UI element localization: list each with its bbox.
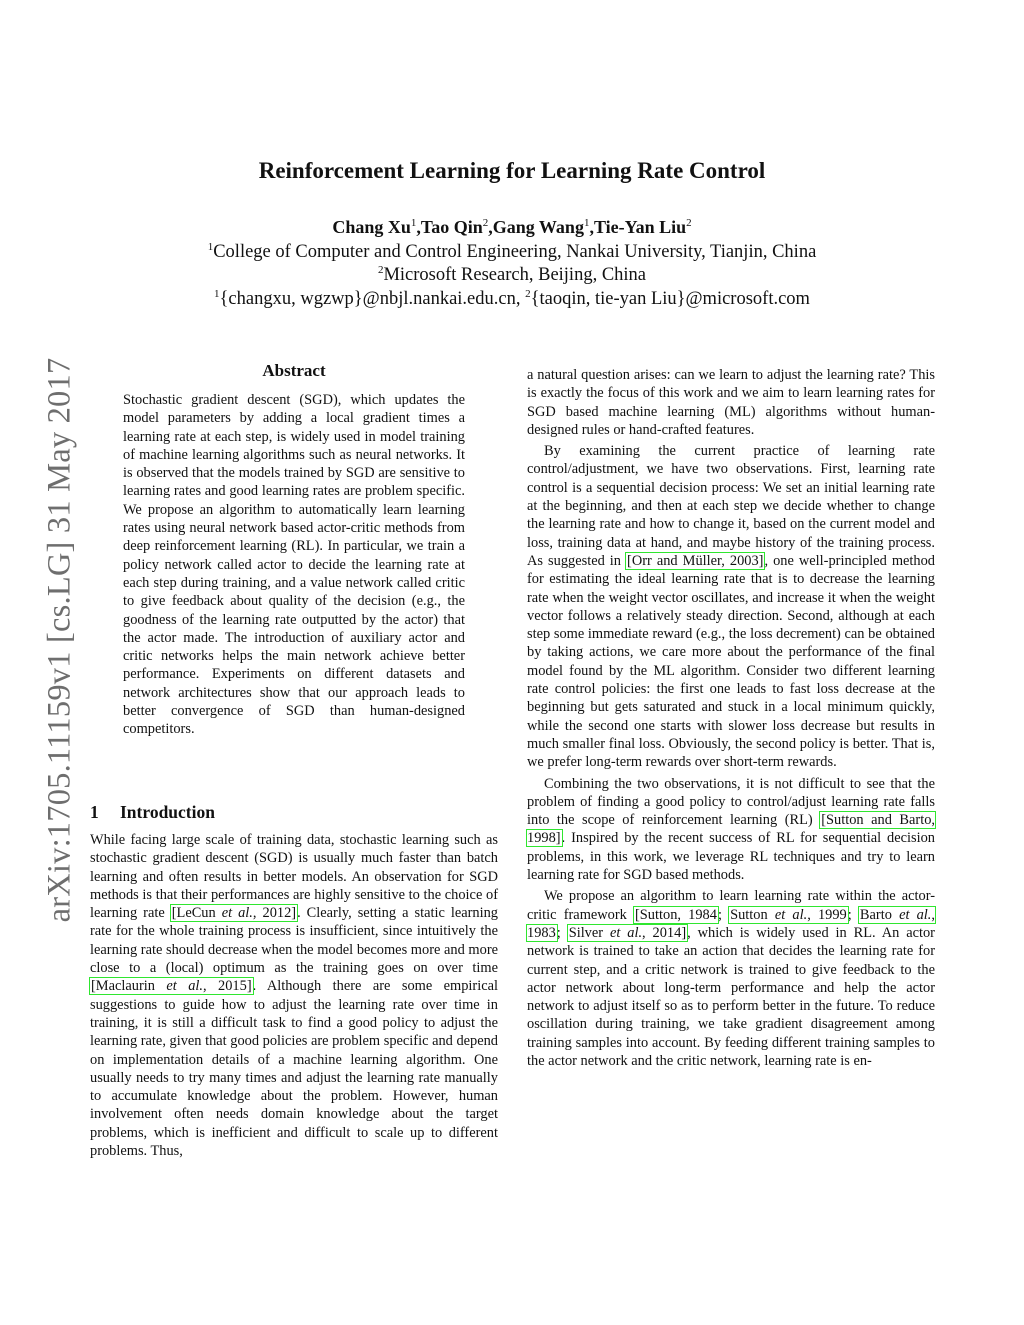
text-run: , one well-principled method for estimating the ideal learning rate that is to decrease the learning rate when the weight vector oscillates, and increase it when the weight vector follows a relatively steady direction. Second, although at each step some immediate reward (e.g., the loss decrement) can be obtained by taking actions, we care more about the performance of the final model found by the ML algorithm. Consider two different learning rate control policies: the first one leads to fast loss decrease at the beginning but gets saturated and stuck in a local minimum quickly, while the second one starts with slower loss decrease but results in much smaller final loss. Obviously, the second policy is better. That is, we prefer long-term rewards over short-term rewards. [527,552,935,771]
author-list [0,217,1024,238]
author-name: Tao Qin [420,217,483,237]
text-run: . Inspired by the recent success of RL for sequential decision problems, in this work, we leverage RL techniques and try to learn learning rate for SGD based methods. [527,830,935,884]
author-name: Chang Xu [332,217,411,237]
citation-text: [LeCun [171,905,222,922]
text-run: We propose an algorithm to learn learning rate within the actor-critic framework [527,888,935,923]
affil-mark: 1 [214,288,220,300]
abstract-body [123,391,465,739]
citation-text: , 2015] [203,978,252,995]
citation-text: , 1999 [807,906,847,923]
citation-etal: et al. [221,905,253,922]
section-title: Introduction [120,802,215,822]
text-run: While facing large scale of training data, stochastic learning such as stochastic gradient descent (SGD) is usually much faster than batch learning and often results in better models. An observation for SGD methods is that their performances are highly sensitive to the choice of learning rate [90,832,498,922]
author-affil-mark: 1 [410,217,417,229]
paragraph [527,887,935,1070]
email-group-2: {taoqin, tie-yan Liu}@microsoft.com [530,289,810,309]
citation-text: [Maclaurin [91,978,167,995]
affiliation-2 [0,265,1024,286]
paragraph: a natural question arises: can we learn to adjust the learning rate? This is exactly the focus of this work and we aim to learn learning rates for SGD based machine learning (ML) algorithms without human-designed rules or hand-crafted features. [527,367,935,438]
author-separator: , [488,217,493,237]
text-run: By examining the current practice of learning rate control/adjustment, we have two observations. First, learning rate control is a sequential decision process: We set an initial learning rate at the beginning, and then at each step we decide whether to change the learning rate and how to change it, based on the current model and loss, training data at hand, and maybe history of the training process. As suggested in [527,443,935,569]
abstract-heading: Abstract [262,361,326,380]
author-affil-mark: 1 [583,217,590,229]
section-heading-introduction [90,802,215,823]
paragraph [90,831,498,1160]
affil-mark: 2 [377,264,384,276]
paper-title: Reinforcement Learning for Learning Rate Control [258,158,766,183]
citation-separator: ; [847,906,859,923]
author-name: Gang Wang [492,217,584,237]
citation-text: Barto [859,906,900,923]
citation-link[interactable] [90,978,253,994]
arxiv-id: arXiv:1705.11159v1 [cs.LG] 31 May 2017 [41,357,78,923]
citation-etal: et al. [609,924,643,941]
author-affil-mark: 2 [482,217,489,229]
citation-text: , 1983 [527,906,936,941]
introduction-body [90,831,498,1160]
text-run: , which is widely used in RL. An actor network is trained to take an action that decides the learning rate for current step, and a critic network is trained to give feedback to the actor network about long-term performance and help the actor network to adjust itself so as to perform better in the future. To reduce oscillation during training, we take gradient disagreement among training samples into account. By feeding different training samples to the actor network and the critic network, learning rate is en- [527,924,935,1069]
affiliation-text: College of Computer and Control Engineering, Nankai University, Tianjin, China [213,242,817,262]
author-affil-mark: 2 [686,217,692,229]
citation-text: Sutton [730,906,775,923]
citation-text: Silver [568,924,610,941]
citation-link[interactable]: [Sutton, 1984 [635,906,717,923]
citation-link[interactable] [568,925,687,941]
paragraph [527,442,935,771]
citation-separator: ; [717,906,730,923]
text-run: . Although there are some empirical suggestions to guide how to adjust the learning rate over time in training, it is still a difficult task to find a good policy to adjust the learning rate, given that good policies are problem specific and depend on implementation details of a machine learning algorithm. One usually needs to try many times and adjust the learning rate manually to accumulate knowledge about the problem. However, human involvement often needs domain knowledge about the target problems, which is inefficient and difficult to scale up to different problems. Thus, [90,978,498,1160]
citation-separator: ; [556,924,568,941]
citation-link[interactable] [171,905,297,921]
citation-link[interactable]: [Sutton and Barto, 1998] [527,812,935,847]
affil-mark: 2 [525,288,531,300]
text-run: Combining the two observations, it is not difficult to see that the problem of finding a good policy to control/adjust learning rate falls into the scope of reinforcement learning (RL) [527,775,935,829]
citation-etal: et al. [899,906,932,923]
citation-link[interactable] [729,907,848,923]
abstract-text: Stochastic gradient descent (SGD), which updates the model parameters by adding a local gradient times a learning rate at each step, is widely used in model training of machine learning algorithms such as neural networks. It is observed that the models trained by SGD are sensitive to learning rates and good learning rates are problem specific. We propose an algorithm to automatically learn learning rates using neural network based actor-critic methods from deep reinforcement learning (RL). In particular, we train a policy network called actor to decide the learning rate at each step during training, and a value network called critic to give feedback about quality of the decision (e.g., the goodness of the learning rate outputted by the actor) that the actor made. The introduction of auxiliary actor and critic networks helps the main network achieve better performance. Experiments on different datasets and network architectures show that our approach leads to better convergence of SGD than human-designed competitors. [123,392,465,738]
citation-text: , 2012] [252,905,297,922]
email-group-1: {changxu, wgzwp}@nbjl.nankai.edu.cn, [219,289,526,309]
affil-mark: 1 [207,241,214,253]
citation-etal: et al. [166,978,203,995]
author-separator: , [416,217,421,237]
citation-etal: et al. [774,906,808,923]
paragraph [527,775,935,885]
affiliation-1 [0,242,1024,263]
right-column [527,366,935,1070]
author-separator: , [589,217,594,237]
section-number: 1 [90,802,99,822]
text-run: . Clearly, setting a static learning rate for the whole training process is insufficient, since intuitively the learning rate should decrease when the model becomes more and more close to a (local) optimum as the training goes on over time [90,905,498,977]
author-emails [0,289,1024,310]
affiliation-text: Microsoft Research, Beijing, China [383,265,647,285]
citation-text: , 2014] [642,924,687,941]
citation-link[interactable]: [Orr and Müller, 2003] [627,552,764,569]
author-name: Tie-Yan Liu [593,217,687,237]
